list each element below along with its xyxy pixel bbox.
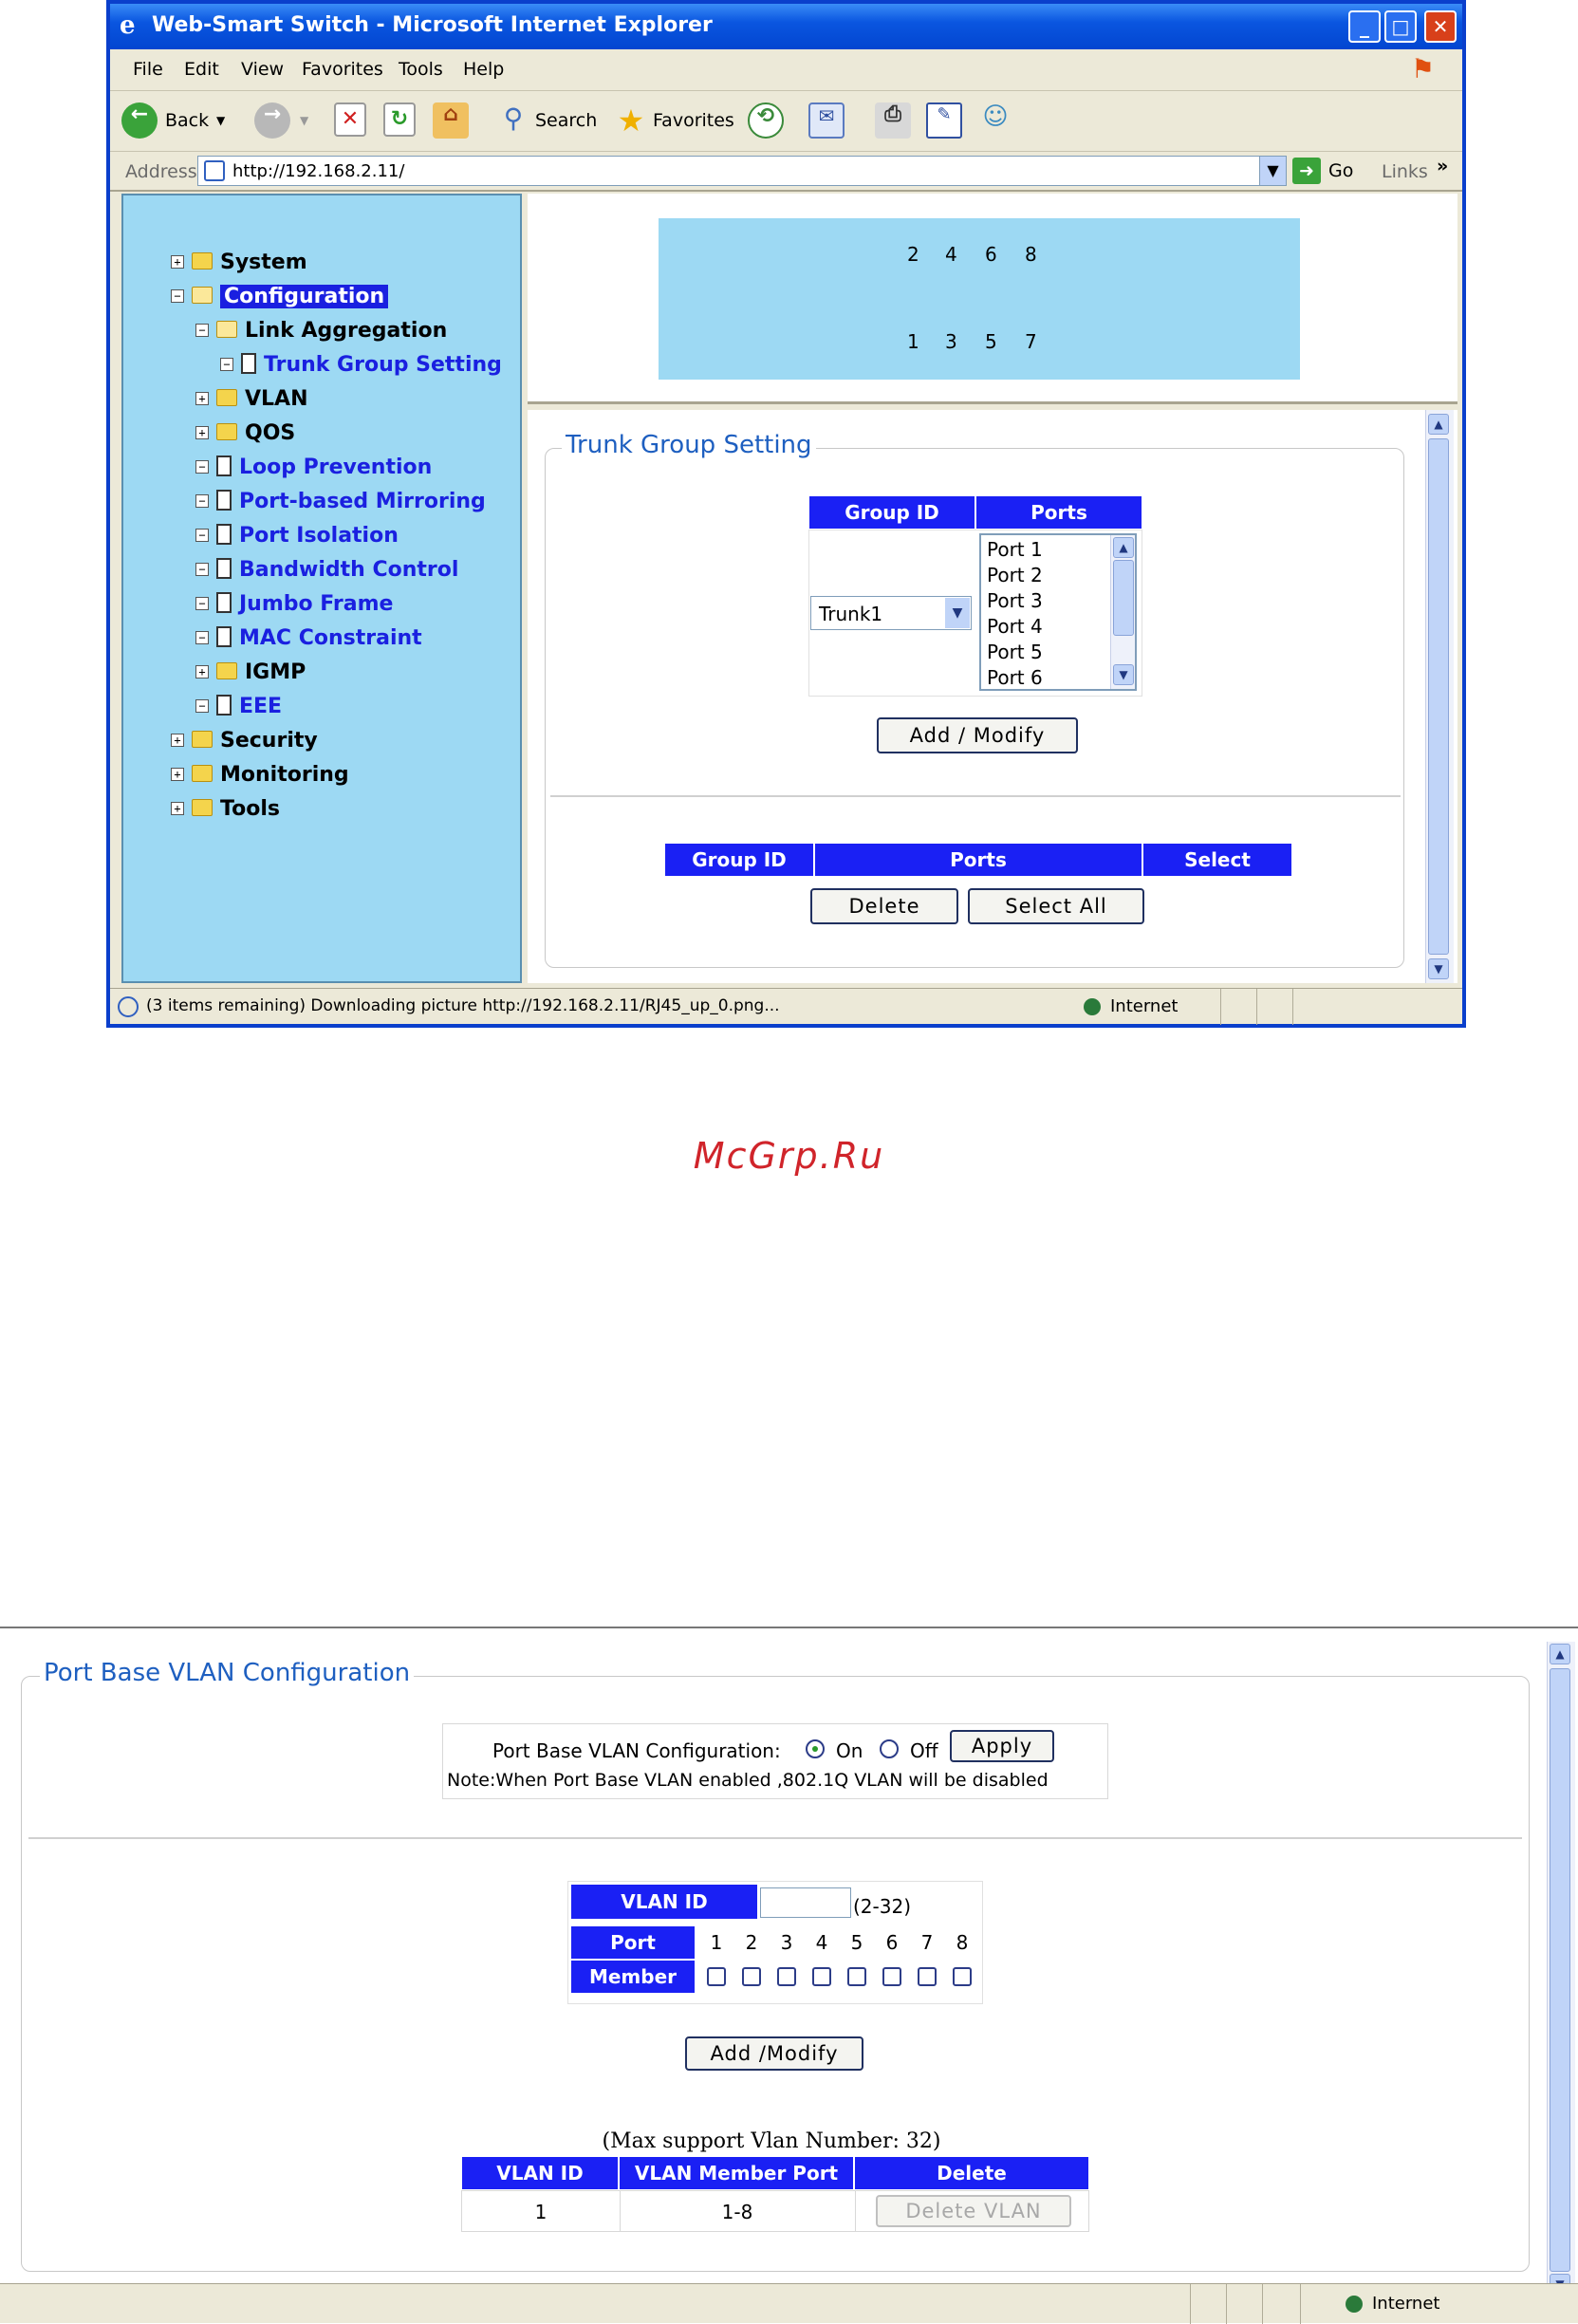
list-col-ports: Ports (814, 843, 1142, 877)
tree-system[interactable]: + System (171, 251, 307, 279)
tree-mac-constraint[interactable]: − MAC Constraint (195, 626, 422, 655)
menu-bar (110, 49, 1462, 91)
back-arrow-icon: ← (121, 102, 158, 139)
port-number: 1 (710, 1931, 723, 1954)
port-label[interactable]: 2 (907, 243, 919, 266)
document-icon (216, 558, 232, 579)
tree-loop-prevention[interactable]: − Loop Prevention (195, 456, 432, 484)
vlan-config-label: Port Base VLAN Configuration: (492, 1739, 781, 1762)
scroll-thumb[interactable] (1428, 438, 1449, 955)
table-row (461, 2190, 1089, 2232)
content-scrollbar[interactable] (1425, 410, 1454, 983)
port-option[interactable]: Port 6 (987, 666, 1043, 689)
trunk-legend: Trunk Group Setting (562, 431, 816, 459)
tree-vlan[interactable]: + VLAN (195, 387, 307, 416)
content-frame (528, 410, 1457, 983)
tree-eee[interactable]: − EEE (195, 695, 282, 723)
expand-icon[interactable]: + (195, 392, 209, 405)
port-number: 3 (780, 1931, 793, 1954)
mail-button[interactable] (808, 101, 865, 142)
vlan-mode-box (442, 1723, 1108, 1799)
folder-icon (216, 423, 237, 440)
vlan-status-bar (0, 2283, 1578, 2323)
port-label[interactable]: 6 (985, 243, 997, 266)
document-icon (216, 490, 232, 511)
tree-security[interactable]: + Security (171, 729, 318, 757)
menu-tools[interactable]: Tools (399, 59, 443, 80)
status-divider (1226, 2284, 1227, 2324)
refresh-icon: ↻ (383, 102, 416, 137)
refresh-button[interactable] (383, 101, 421, 142)
links-chevron-icon[interactable]: » (1437, 156, 1449, 177)
vlan-note: Note:When Port Base VLAN enabled ,802.1Q VLAN will be disabled (447, 1770, 1049, 1791)
col-vlan-member-port: VLAN Member Port (619, 2156, 854, 2190)
leaf-icon: − (195, 597, 209, 610)
scroll-up-icon[interactable]: ▲ (1428, 414, 1449, 435)
tree-monitoring[interactable]: + Monitoring (171, 763, 349, 791)
port-option[interactable]: Port 2 (987, 564, 1043, 586)
home-icon: ⌂ (433, 102, 469, 139)
port-number: 5 (850, 1931, 863, 1954)
ports-scrollbar[interactable] (1110, 535, 1135, 689)
port-number: 8 (956, 1931, 969, 1954)
address-url: http://192.168.2.11/ (232, 161, 405, 181)
port-option[interactable]: Port 3 (987, 589, 1043, 612)
forward-arrow-icon: → (254, 102, 290, 139)
vlan-members-value: 1-8 (721, 2201, 753, 2223)
menu-help[interactable]: Help (463, 59, 505, 80)
stop-button[interactable] (334, 101, 372, 142)
expand-icon[interactable]: + (195, 426, 209, 439)
status-divider (1256, 989, 1257, 1025)
menu-file[interactable]: File (133, 59, 163, 80)
navigation-tree (121, 194, 522, 983)
go-arrow-icon: ➜ (1292, 158, 1321, 184)
messenger-button[interactable] (977, 101, 1019, 142)
port-label[interactable]: 1 (907, 330, 919, 353)
col-ports: Ports (975, 495, 1142, 530)
ports-listbox[interactable] (979, 533, 1137, 691)
history-icon: ⟲ (748, 102, 784, 139)
back-dropdown-icon[interactable]: ▼ (216, 114, 226, 127)
vlan-form (567, 1881, 983, 2004)
port-label[interactable]: 8 (1025, 243, 1037, 266)
menu-favorites[interactable]: Favorites (302, 59, 383, 80)
leaf-icon: − (195, 631, 209, 644)
leaf-icon: − (220, 358, 233, 371)
globe-icon (1084, 998, 1101, 1015)
messenger-icon: ☺ (982, 102, 1009, 131)
menu-edit[interactable]: Edit (184, 59, 219, 80)
list-col-group-id: Group ID (664, 843, 814, 877)
tree-qos[interactable]: + QOS (195, 421, 295, 450)
ie-icon: e (120, 11, 136, 40)
folder-icon (216, 389, 237, 406)
close-button[interactable]: ✕ (1424, 10, 1457, 43)
forward-dropdown-icon[interactable]: ▼ (300, 114, 309, 127)
links-label[interactable]: Links (1382, 161, 1428, 182)
list-col-select: Select (1142, 843, 1292, 877)
folder-icon (192, 799, 213, 816)
tree-port-isolation[interactable]: − Port Isolation (195, 524, 399, 552)
address-label: Address (125, 161, 197, 182)
status-divider (1190, 2284, 1191, 2324)
max-support-note: (Max support Vlan Number: 32) (602, 2129, 941, 2153)
minimize-button[interactable]: _ (1348, 10, 1381, 43)
ports-options (987, 537, 1043, 691)
expand-icon[interactable]: + (171, 768, 184, 781)
zone-label: Internet (1110, 996, 1179, 1016)
document-icon (216, 524, 232, 545)
port-option[interactable]: Port 4 (987, 615, 1043, 638)
status-divider (1220, 989, 1221, 1025)
member-checkbox[interactable] (918, 1967, 937, 1986)
member-checkbox[interactable] (812, 1967, 831, 1986)
expand-icon[interactable]: + (171, 734, 184, 747)
window-title: Web-Smart Switch - Microsoft Internet Explorer (152, 13, 713, 37)
vlan-config-screenshot (0, 1627, 1578, 2321)
port-label[interactable]: 5 (985, 330, 997, 353)
radio-off-label: Off (910, 1739, 938, 1762)
port-number: 2 (745, 1931, 758, 1954)
back-button[interactable]: ← Back ▼ (121, 101, 235, 142)
port-panel (659, 218, 1300, 380)
delete-vlan-button[interactable]: Delete VLAN (876, 2195, 1071, 2227)
print-button[interactable] (875, 101, 917, 142)
ie-page-icon (118, 996, 139, 1017)
tree-trunk-group-setting[interactable]: − Trunk Group Setting (220, 353, 502, 381)
expand-icon[interactable]: + (195, 665, 209, 679)
tree-configuration[interactable]: − Configuration (171, 285, 388, 313)
port-number: 6 (885, 1931, 899, 1954)
document-icon (216, 456, 232, 476)
address-bar (110, 152, 1462, 192)
star-icon: ★ (617, 102, 645, 139)
scroll-thumb[interactable] (1113, 560, 1134, 636)
maximize-button[interactable]: □ (1384, 10, 1417, 43)
folder-icon (192, 765, 213, 782)
apply-button[interactable]: Apply (950, 1730, 1054, 1762)
print-icon: ⎙ (875, 102, 911, 139)
scroll-down-icon[interactable]: ▼ (1428, 958, 1449, 979)
vlan-id-range: (2-32) (853, 1895, 911, 1918)
expand-icon[interactable]: + (171, 255, 184, 269)
tree-port-mirroring[interactable]: − Port-based Mirroring (195, 490, 486, 518)
toolbar (110, 91, 1462, 152)
zone-label: Internet (1372, 2294, 1440, 2314)
select-dropdown-icon[interactable]: ▼ (945, 598, 970, 628)
globe-icon (1346, 2296, 1363, 2313)
col-vlan-id: VLAN ID (461, 2156, 619, 2190)
group-id-select[interactable]: Trunk1 ▼ (810, 596, 972, 630)
port-option[interactable]: Port 1 (987, 538, 1043, 561)
port-status-frame (528, 194, 1457, 404)
tree-link-aggregation[interactable]: − Link Aggregation (195, 319, 447, 347)
status-bar (110, 988, 1462, 1024)
member-row-label: Member (570, 1960, 696, 1994)
port-number: 4 (815, 1931, 828, 1954)
tree-igmp[interactable]: + IGMP (195, 660, 306, 689)
favorites-button[interactable]: ★ Favorites (613, 101, 736, 142)
col-group-id: Group ID (808, 495, 975, 530)
vlan-id-value: 1 (534, 2201, 548, 2223)
vlan-legend: Port Base VLAN Configuration (40, 1659, 414, 1687)
page-icon (204, 160, 225, 181)
leaf-icon: − (195, 529, 209, 542)
document-icon (216, 695, 232, 716)
menu-view[interactable]: View (241, 59, 285, 80)
scroll-up-icon[interactable]: ▲ (1113, 537, 1134, 558)
browser-window (106, 0, 1466, 1028)
radio-on-label: On (836, 1739, 863, 1762)
open-folder-icon (216, 321, 237, 338)
search-button[interactable]: ⚲ Search (495, 101, 600, 142)
folder-icon (216, 662, 237, 679)
search-icon: ⚲ (503, 102, 524, 134)
leaf-icon: − (195, 460, 209, 474)
select-all-button[interactable]: Select All (968, 888, 1144, 924)
status-divider (1292, 989, 1293, 1025)
member-checkbox[interactable] (847, 1967, 866, 1986)
divider (28, 1837, 1522, 1839)
open-folder-icon (192, 287, 213, 304)
member-checkbox[interactable] (742, 1967, 761, 1986)
expand-icon[interactable]: + (171, 802, 184, 815)
forward-button[interactable] (254, 101, 317, 142)
member-checkbox[interactable] (777, 1967, 796, 1986)
member-checkbox[interactable] (882, 1967, 901, 1986)
tree-jumbo-frame[interactable]: − Jumbo Frame (195, 592, 393, 621)
port-label[interactable]: 4 (945, 243, 957, 266)
edit-icon: ✎ (926, 102, 962, 139)
status-divider (1300, 2284, 1301, 2324)
mail-icon: ✉ (808, 102, 845, 139)
stop-icon: ✕ (334, 102, 366, 137)
document-icon (241, 353, 256, 374)
leaf-icon: − (195, 563, 209, 576)
radio-on[interactable] (806, 1739, 825, 1758)
radio-off[interactable] (880, 1739, 899, 1758)
status-divider (1262, 2284, 1263, 2324)
leaf-icon: − (195, 699, 209, 713)
watermark: McGrp.Ru (693, 1135, 885, 1177)
member-checkbox[interactable] (707, 1967, 726, 1986)
home-button[interactable] (433, 101, 474, 142)
tree-tools[interactable]: + Tools (171, 797, 280, 826)
edit-button[interactable] (926, 101, 968, 142)
scroll-down-icon[interactable]: ▼ (1113, 664, 1134, 685)
port-row-label: Port (570, 1925, 696, 1960)
status-text: (3 items remaining) Downloading picture http://192.168.2.11/RJ45_up_0.png... (146, 996, 780, 1015)
col-delete: Delete (854, 2156, 1089, 2190)
vlan-add-modify-button[interactable]: Add /Modify (685, 2036, 863, 2071)
leaf-icon: − (195, 494, 209, 508)
collapse-icon[interactable]: − (195, 324, 209, 337)
go-button[interactable]: ➜ Go (1292, 156, 1368, 186)
port-number: 7 (920, 1931, 934, 1954)
vlan-scrollbar[interactable] (1547, 1642, 1575, 2298)
vlan-id-input[interactable] (760, 1887, 851, 1918)
scroll-thumb[interactable] (1550, 1668, 1570, 2272)
windows-logo-icon: ⚑ (1411, 53, 1436, 84)
folder-icon (192, 252, 213, 270)
port-label[interactable]: 7 (1025, 330, 1037, 353)
address-dropdown-icon[interactable]: ▼ (1259, 157, 1286, 185)
tree-bandwidth-control[interactable]: − Bandwidth Control (195, 558, 458, 586)
collapse-icon[interactable]: − (171, 289, 184, 303)
delete-button[interactable]: Delete (810, 888, 958, 924)
member-checkbox[interactable] (953, 1967, 972, 1986)
add-modify-button[interactable]: Add / Modify (877, 717, 1078, 753)
vlan-id-label: VLAN ID (570, 1884, 758, 1920)
divider (550, 795, 1401, 797)
address-input[interactable] (197, 156, 1287, 186)
radio-checked-dot (812, 1746, 818, 1752)
cell-divider (855, 2191, 856, 2231)
title-bar (110, 4, 1462, 49)
document-icon (216, 592, 232, 613)
port-label[interactable]: 3 (945, 330, 957, 353)
scroll-up-icon[interactable]: ▲ (1550, 1644, 1570, 1664)
history-button[interactable] (748, 101, 789, 142)
folder-icon (192, 731, 213, 748)
port-option[interactable]: Port 5 (987, 641, 1043, 663)
document-icon (216, 626, 232, 647)
